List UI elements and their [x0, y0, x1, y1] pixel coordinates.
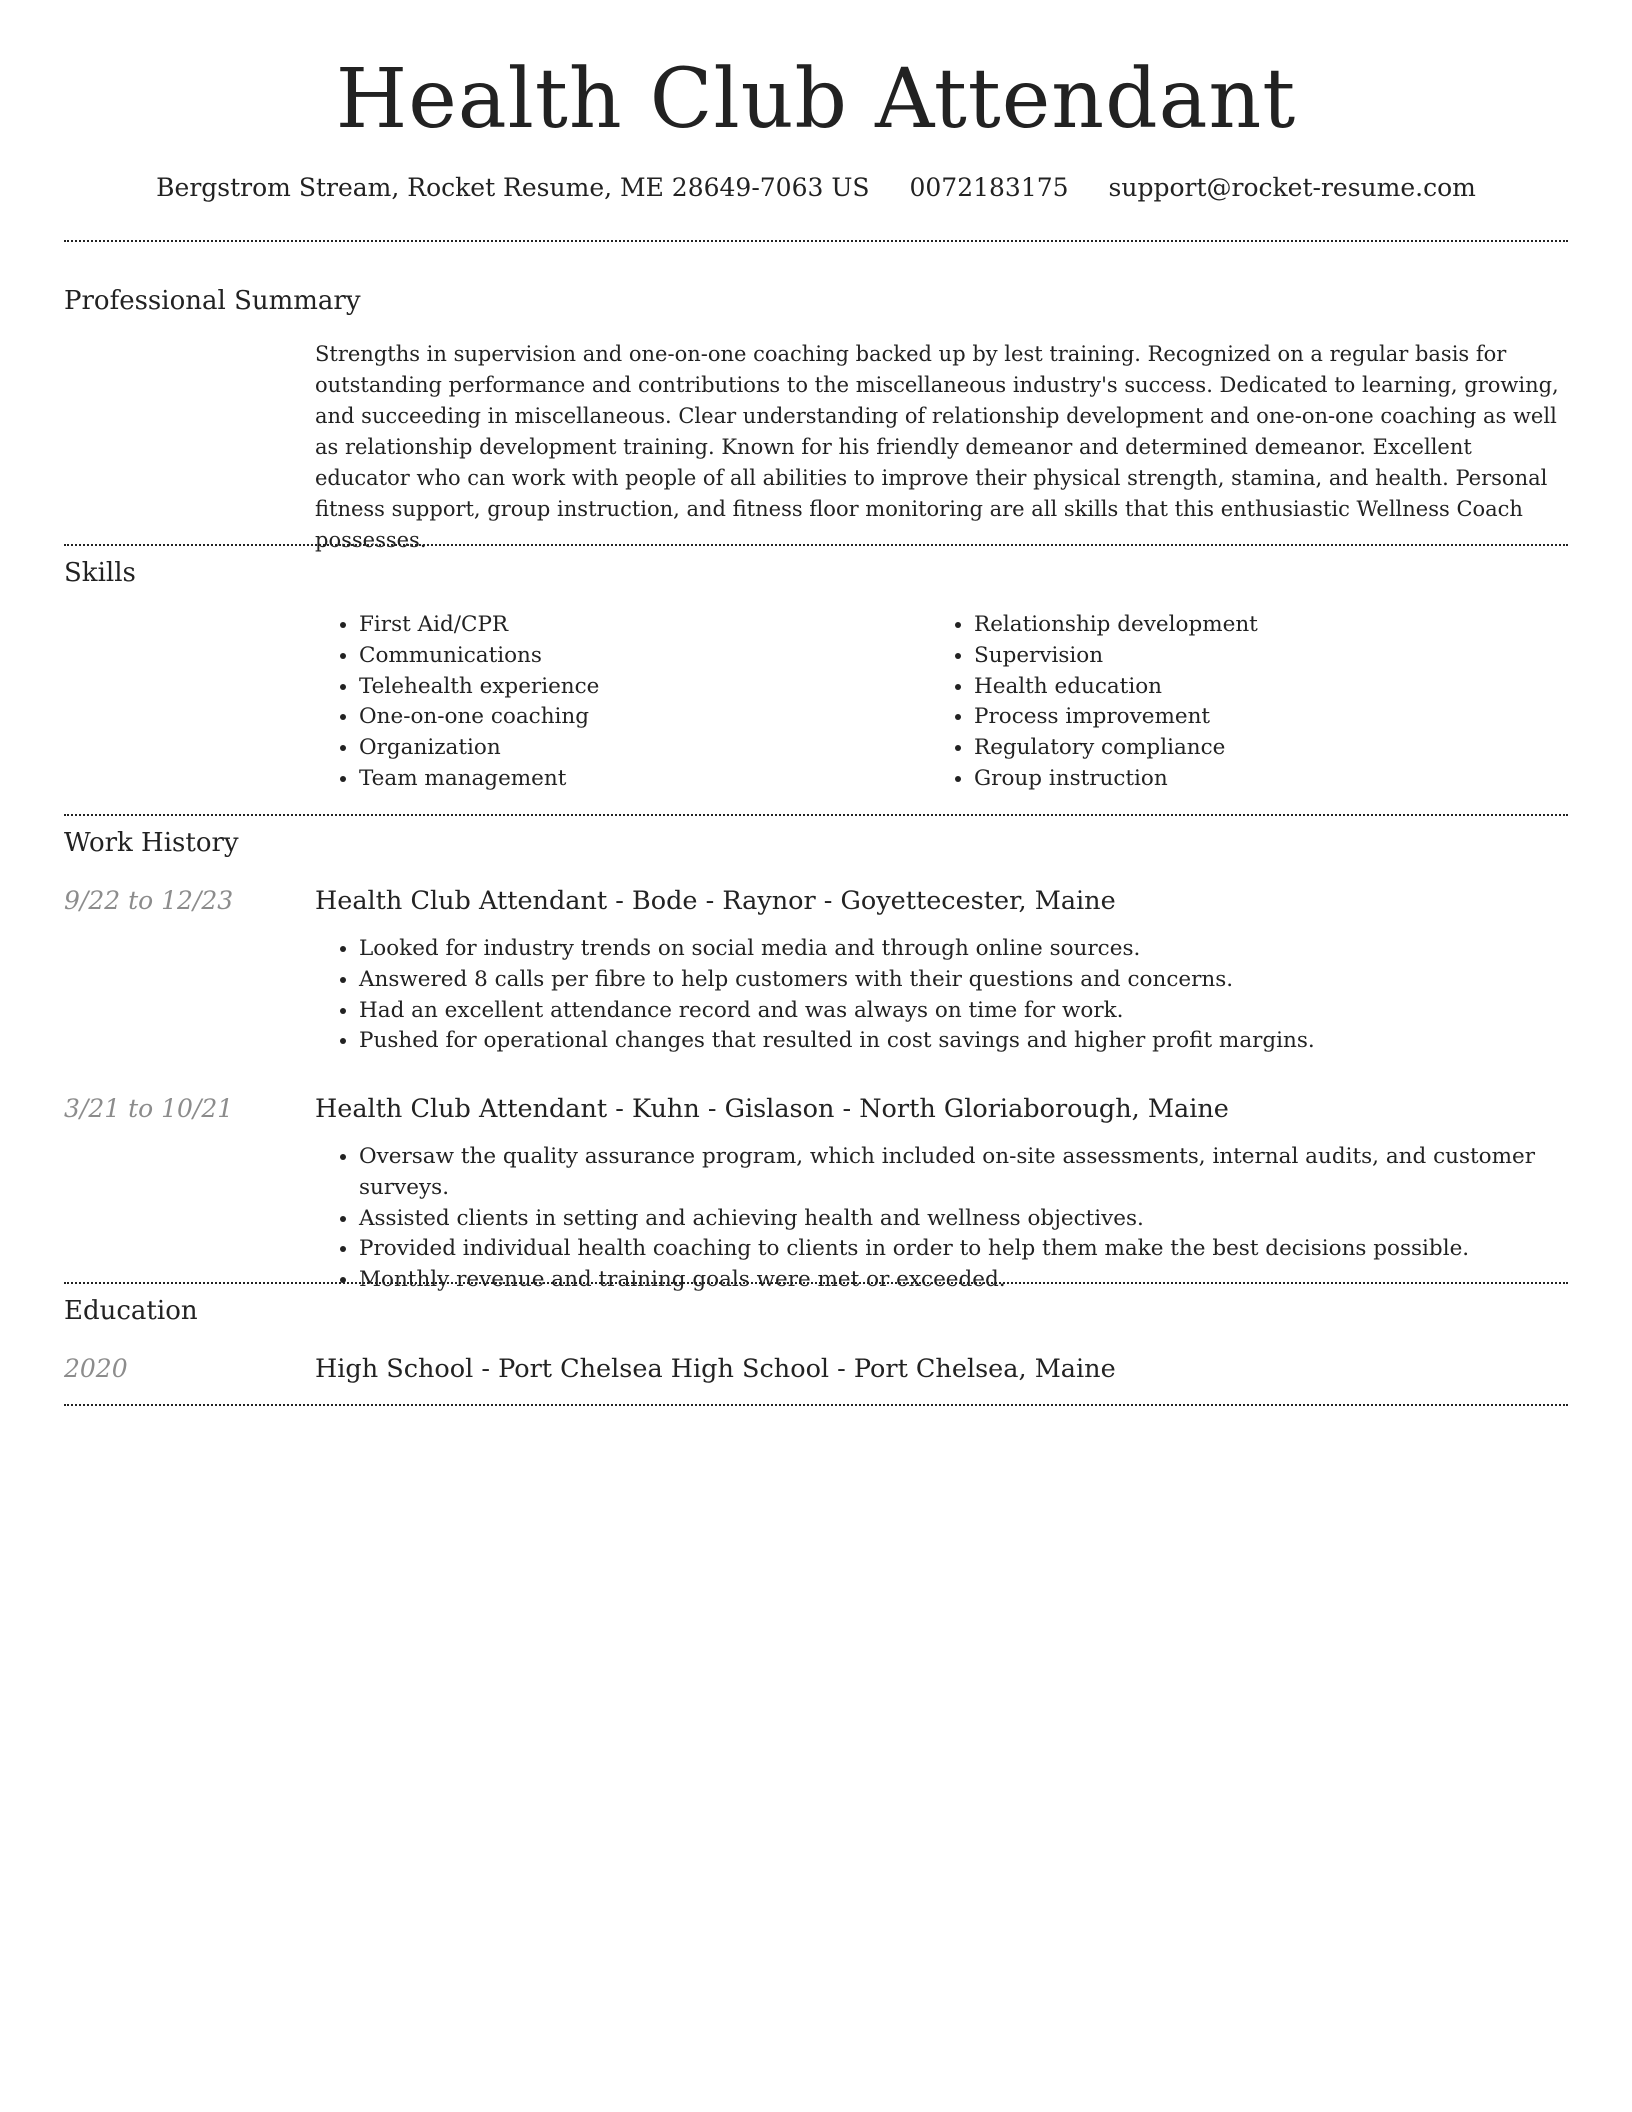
skill-item: • One-on-one coaching	[359, 702, 599, 733]
job-bullet: • Pushed for operational changes that resulted in cost savings and higher profit margins.	[359, 1026, 1619, 1057]
section-divider	[64, 1404, 1568, 1406]
job-bullet: • Answered 8 calls per fibre to help customers with their questions and concerns.	[359, 965, 1619, 996]
section-divider	[64, 544, 1568, 546]
skill-item: • Health education	[974, 672, 1258, 703]
job-bullet: • Had an excellent attendance record and was always on time for work.	[359, 996, 1619, 1027]
skill-item: • Relationship development	[974, 610, 1258, 641]
education-year: 2020	[64, 1354, 128, 1383]
work-history-heading: Work History	[64, 828, 239, 858]
contact-phone: 0072183175	[909, 173, 1069, 202]
skill-item: • Telehealth experience	[359, 672, 599, 703]
summary-text: Strengths in supervision and one-on-one coaching backed up by lest training. Recognized on a regular basis for outstanding performance and contributions to the miscellaneous industry's success. Dedicated to learning, growing, and succeeding in miscellaneous. Clear understanding of relationship development and one-on-one coaching as well as relationship development training. Known for his friendly demeanor and determined demeanor. Excellent educator who can work with people of all abilities to improve their physical strength, stamina, and health. Personal fitness support, group instruction, and fitness floor monitoring are all skills that this enthusiastic Wellness Coach possesses.	[315, 342, 1559, 552]
skill-item: • Supervision	[974, 641, 1258, 672]
skill-item: • First Aid/CPR	[359, 610, 599, 641]
skills-list-left	[315, 610, 599, 795]
job-title: Health Club Attendant - Bode - Raynor - Goyettecester, Maine	[315, 886, 1116, 916]
skills-heading: Skills	[64, 558, 136, 588]
job-bullets	[315, 1142, 1619, 1296]
candidate-name: Health Club Attendant	[335, 52, 1297, 147]
skills-list-right	[930, 610, 1258, 795]
summary-heading: Professional Summary	[64, 286, 361, 316]
section-divider	[64, 1282, 1568, 1284]
job-bullet: • Monthly revenue and training goals were met or exceeded.	[359, 1265, 1619, 1296]
skill-item: • Organization	[359, 733, 599, 764]
contact-email: support@rocket-resume.com	[1108, 173, 1476, 202]
skill-item: • Regulatory compliance	[974, 733, 1258, 764]
contact-address: Bergstrom Stream, Rocket Resume, ME 28649-7063 US	[156, 173, 870, 202]
job-title: Health Club Attendant - Kuhn - Gislason - North Gloriaborough, Maine	[315, 1094, 1229, 1124]
skill-item: • Group instruction	[974, 764, 1258, 795]
section-divider	[64, 814, 1568, 816]
education-heading: Education	[64, 1296, 198, 1326]
section-divider	[64, 240, 1568, 242]
job-bullets	[315, 934, 1619, 1057]
job-bullet: • Oversaw the quality assurance program, which included on-site assessments, internal audits, and customer surveys.	[359, 1142, 1619, 1204]
job-dates: 3/21 to 10/21	[64, 1094, 234, 1123]
education-title: High School - Port Chelsea High School - Port Chelsea, Maine	[315, 1354, 1116, 1384]
job-dates: 9/22 to 12/23	[64, 886, 234, 915]
job-bullet: • Looked for industry trends on social media and through online sources.	[359, 934, 1619, 965]
job-bullet: • Assisted clients in setting and achieving health and wellness objectives.	[359, 1204, 1619, 1235]
job-bullet: • Provided individual health coaching to clients in order to help them make the best decisions possible.	[359, 1234, 1619, 1265]
skill-item: • Process improvement	[974, 702, 1258, 733]
skill-item: • Communications	[359, 641, 599, 672]
contact-line	[0, 170, 1632, 206]
skill-item: • Team management	[359, 764, 599, 795]
